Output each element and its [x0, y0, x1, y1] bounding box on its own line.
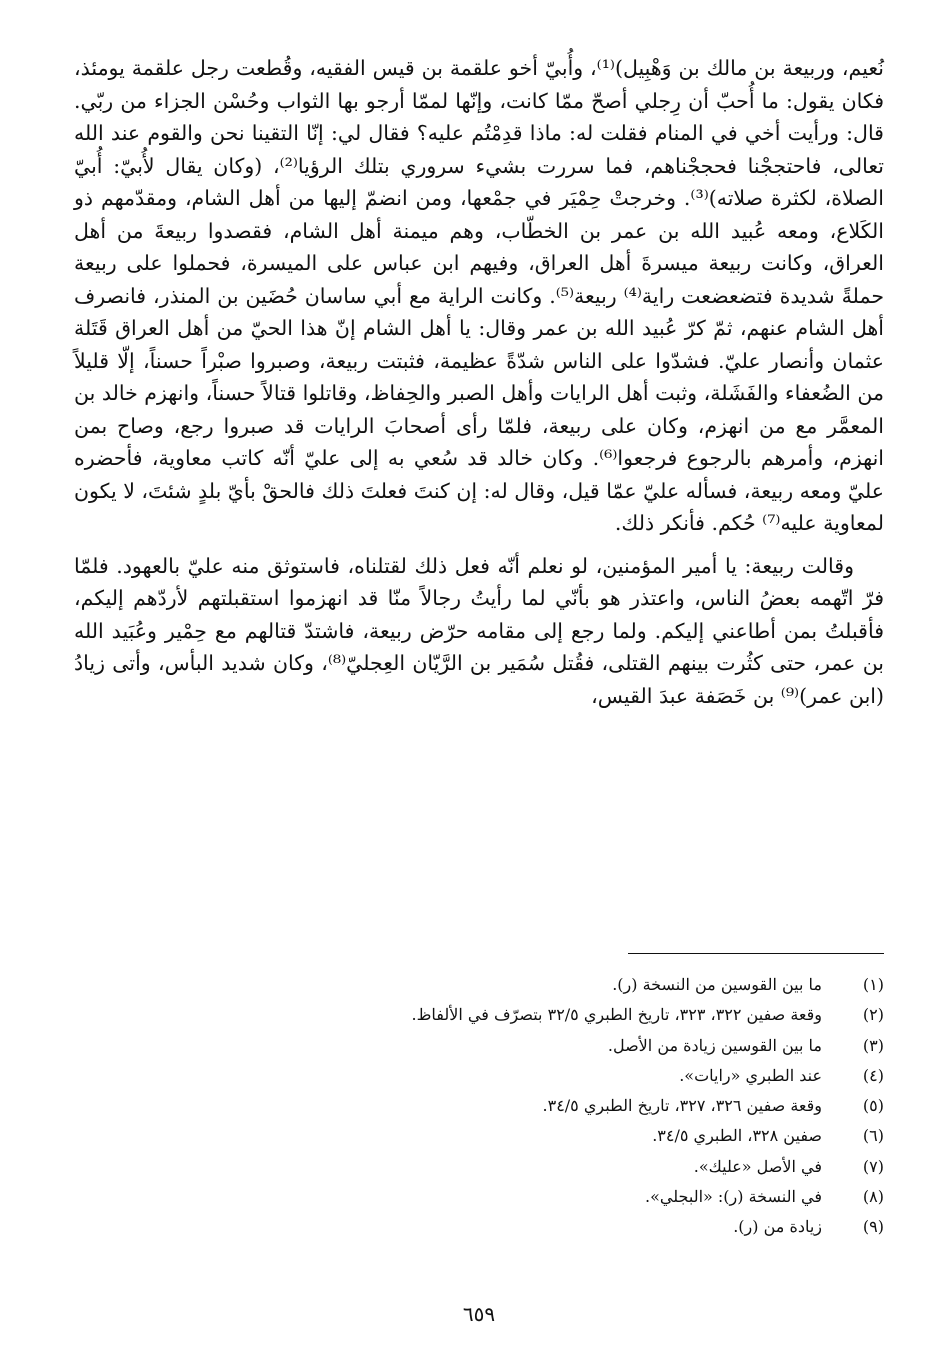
footnote-number: (٦) — [862, 1126, 884, 1146]
footnote-text: صفين ٣٢٨، الطبري ٣٤/٥. — [652, 1126, 822, 1146]
footnote-number: (٩) — [862, 1217, 884, 1237]
footnote-text: في الأصل «عليك». — [693, 1156, 822, 1176]
footnote-text: ما بين القوسين زيادة من الأصل. — [607, 1035, 822, 1055]
paragraph-1: نُعيم، وربيعة بن مالك بن وَهْبِيل)⁽¹⁾، وأُبيّ أخو علقمة بن قيس الفقيه، وقُطعت رجل علقمة يومئذ، فكان يقول: ما أُحبّ أن رِجلي أصحّ ممّا كانت، وإنّها لممّا أرجو بها الثواب وحُسْن الجزاء من ربّي. قال: ورأيت أخي في المنام فقلت له: ماذا قدِمْتُم عليه؟ فقال لي: إنّا التقينا نحن والقوم عند الله تعالى، فاحتججْنا فحججْناهم، فما سررت بشيء سروري بتلك الرؤيا⁽²⁾، (وكان يقال لأُبيّ: أُبيّ الصلاة، لكثرة صلاته)⁽³⁾. وخرجتْ حِمْيَر في جمْعها، ومن انضمّ إليها من أهل الشام، ومقدّمهم ذو الكَلاع، ومعه عُبيد الله بن عمر بن الخطّاب، وهم ميمنة أهل الشام، فقصدوا ربيعةَ من أهل العراق، وكانت ربيعة ميسرةَ أهل العراق، وفيهم ابن عباس على الميسرة، فحملوا على ربيعة حملةً شديدة فتضعضعت راية⁽⁴⁾ ربيعة⁽⁵⁾. وكانت الراية مع أبي ساسان حُضَين بن المنذر، فانصرف أهل الشام عنهم، ثمّ كرّ عُبيد الله بن عمر وقال: يا أهل الشام إنّ هذا الحيّ من أهل العراق قَتَلة عثمان وأنصار عليّ. فشدّوا على الناس شدّةً عظيمة، فثبتت ربيعة، وصبروا صبْراً حسناً، إلّا قليلاً من الضُعفاء والفَشَلة، وثبت أهل الرايات وأهل الصبر والحِفاظ، وقاتلوا قتالاً حسناً، وانهزم خالد بن المعمَّر مع من انهزم، وكان على ربيعة، فلمّا رأى أصحابَ الرايات قد صبروا رجع، وصاح بمن انهزم، وأمرهم بالرجوع فرجعوا⁽⁶⁾. وكان خالد قد سُعي به إلى عليّ أنّه كاتب معاوية، فأحضره عليّ ومعه ربيعة، فسأله عليّ عمّا قيل، وقال له: إن كنتَ فعلتَ ذلك فالحقْ بأيّ بلدٍ شئتَ، لا يكون لمعاوية عليه⁽⁷⁾ حُكم. فأنكر ذلك. — [74, 56, 885, 535]
footnote-number: (٢) — [862, 1005, 884, 1025]
footnote-text: ما بين القوسين من النسخة (ر). — [612, 975, 822, 994]
footnote-item — [74, 1121, 884, 1151]
footnote-number: (١) — [862, 975, 884, 994]
footnote-item — [74, 1091, 884, 1121]
paragraph-2: وقالت ربيعة: يا أمير المؤمنين، لو نعلم أنّه فعل ذلك لقتلناه، فاستوثق منه عليّ بالعهود. فلمّا فرّ اتّهمه بعضُ الناس، واعتذر هو بأنّي لما رأيتُ رجالاً منّا قد انهزموا استقبلتهم لأردّهم إليكم، فأقبلتُ بمن أطاعني إليكم. ولما رجع إلى مقامه حرّض ربيعة، فاشتدّ قتالهم مع حِمْير وعُبَيد الله بن عمر، حتى كثُرت بينهم القتلى، فقُتل سُمَير بن الرَّيّان العِجليّ⁽⁸⁾، وكان شديد البأس، وأتى زيادُ (ابن عمر)⁽⁹⁾ بن خَصَفة عبدَ القيس، — [74, 553, 885, 708]
book-page — [74, 52, 884, 1352]
footnote-item — [74, 970, 884, 1000]
footnote-number: (٧) — [862, 1156, 884, 1176]
footnote-text: في النسخة (ر): «البجلي». — [645, 1187, 822, 1207]
footnote-number: (٥) — [862, 1096, 884, 1116]
footnote-item — [74, 1152, 884, 1182]
footnote-item — [74, 1000, 884, 1030]
footnote-text: وقعة صفين ٣٢٦، ٣٢٧، تاريخ الطبري ٣٤/٥. — [542, 1096, 822, 1116]
footnote-text: وقعة صفين ٣٢٢، ٣٢٣، تاريخ الطبري ٣٢/٥ بتصرّف في الألفاظ. — [411, 1005, 822, 1025]
footnote-number: (٨) — [862, 1187, 884, 1207]
footnote-item — [74, 1182, 884, 1212]
main-text — [74, 52, 884, 712]
footnote-item — [74, 1061, 884, 1091]
footnotes-list — [74, 970, 884, 1243]
footnote-number: (٣) — [862, 1035, 884, 1055]
footnote-separator — [628, 953, 884, 954]
footnote-item — [74, 1031, 884, 1061]
footnote-number: (٤) — [862, 1065, 884, 1085]
page-number: ٦٥٩ — [462, 1302, 496, 1326]
footnote-item — [74, 1212, 884, 1242]
footnote-text: زيادة من (ر). — [733, 1217, 822, 1237]
footnote-text: عند الطبري «رايات». — [679, 1065, 822, 1085]
